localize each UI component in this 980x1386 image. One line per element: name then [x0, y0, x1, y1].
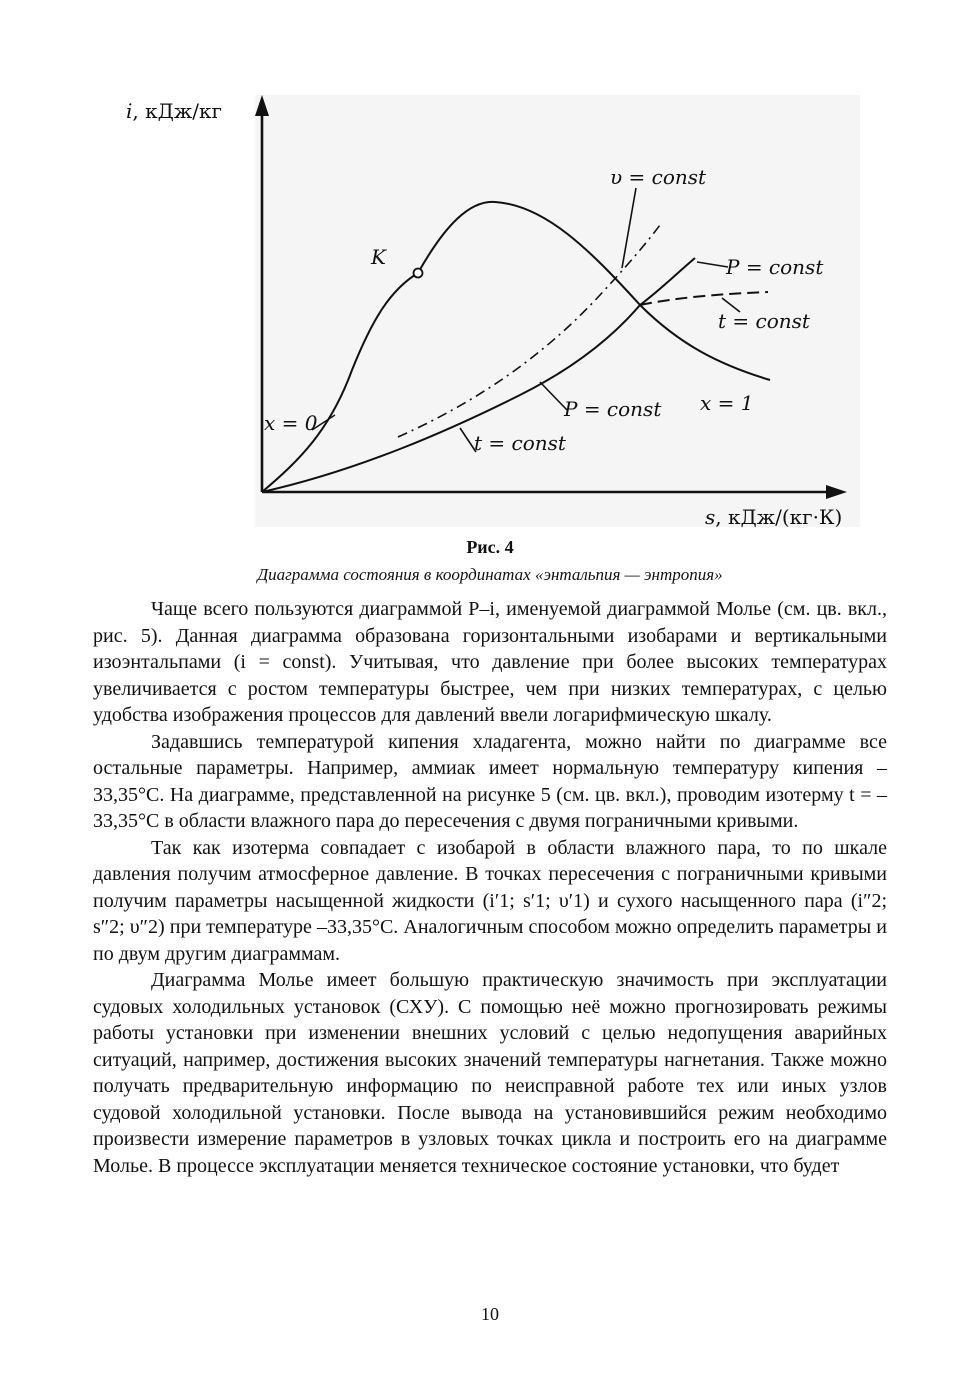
v-const-label: υ = const [610, 165, 707, 189]
t-const-label-lower: t = const [474, 431, 566, 455]
x-axis-label: s, кДж/(кг·К) [705, 505, 843, 529]
page-number: 10 [481, 1304, 499, 1324]
figure-number: Рис. 4 [466, 537, 514, 557]
y-axis-label: i, кДж/кг [126, 99, 222, 123]
critical-point-label: K [371, 245, 386, 269]
p-const-label-upper: P = const [726, 255, 824, 279]
figure-caption: Диаграмма состояния в координатах «энтальпия — энтропия» [257, 565, 723, 584]
paragraph-1: Чаще всего пользуются диаграммой P–i, именуемой диаграммой Молье (см. цв. вкл., рис. 5). Данная диаграмма образована горизонтальными изобарами и вертикальными изоэнтальпами (i = const). Учитывая, что давление при более высоких температурах увеличивается с ростом температуры быстрее, чем при низких температурах, с целью удобства изображения процессов для давлений ввели логарифмическую шкалу. [93, 598, 887, 726]
i-s-diagram [0, 0, 980, 540]
critical-point-marker [414, 269, 423, 278]
x1-label: x = 1 [700, 391, 754, 415]
p-const-label-lower: P = const [564, 397, 662, 421]
x0-label: x = 0 [264, 411, 318, 435]
t-const-label-upper: t = const [718, 309, 810, 333]
paragraph-3: Так как изотерма совпадает с изобарой в области влажного пара, то по шкале давления получим атмосферное давление. В точках пересечения с пограничными кривыми получим параметры насыщенной жидкости (i′1; s′1; υ′1) и сухого насыщенного пара (i″2; s″2; υ″2) при температуре –33,35°С. Аналогичным способом можно определить параметры и по двум другим диаграммам. [93, 836, 887, 965]
paragraph-4: Диаграмма Молье имеет большую практическую значимость при эксплуатации судовых холодильных установок (СХУ). С помощью неё можно прогнозировать режимы работы установки при изменении внешних условий с целью недопущения аварийных ситуаций, например, достижения высоких значений температуры нагнетания. Также можно получать предварительную информацию по неисправной работе тех или иных узлов судовой холодильной установки. После вывода на установившийся режим необходимо произвести измерение параметров в узловых точках цикла и построить его на диаграмме Молье. В процессе эксплуатации меняется техническое состояние установки, что будет [93, 969, 887, 1177]
paragraph-2: Задавшись температурой кипения хладагента, можно найти по диаграмме все остальные параметры. Например, аммиак имеет нормальную температуру кипения –33,35°С. На диаграмме, представленной на рисунке 5 (см. цв. вкл.), проводим изотерму t = –33,35°С в области влажного пара до пересечения с двумя пограничными кривыми. [93, 730, 887, 832]
body-text [93, 596, 887, 1179]
